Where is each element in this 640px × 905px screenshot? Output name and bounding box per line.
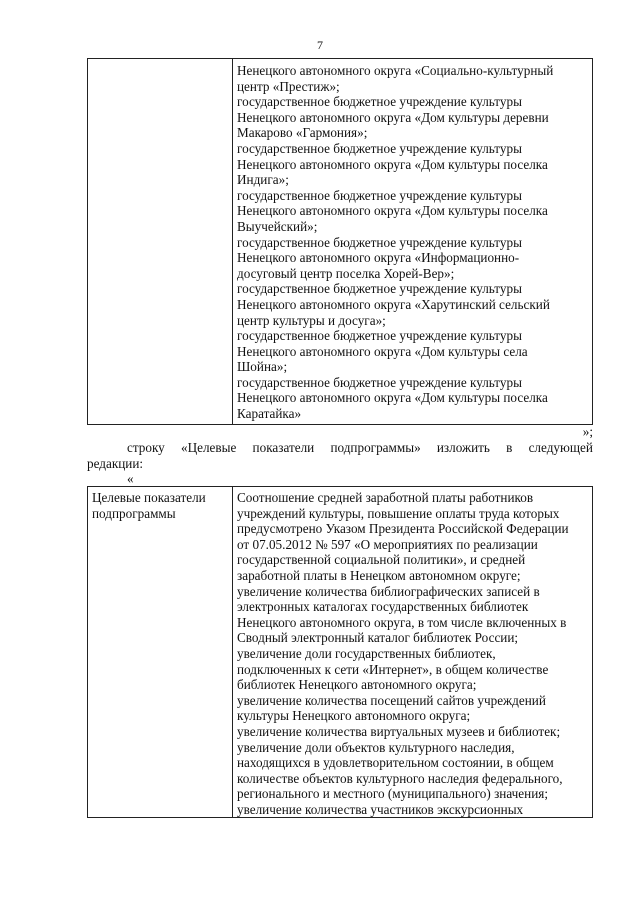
text-line: государственное бюджетное учреждение культуры (237, 140, 522, 156)
text-line: Ненецкого автономного округа «Дом культуры села (237, 343, 528, 359)
paragraph-word: строку (127, 440, 165, 455)
paragraph-word: изложить (436, 440, 490, 455)
text-line: культуры Ненецкого автономного округа; (237, 708, 471, 724)
page-number: 7 (317, 38, 323, 52)
text-line: Ненецкого автономного округа «Дом культуры поселка (237, 390, 548, 406)
table-row (88, 59, 593, 425)
text-line: Ненецкого автономного округа «Дом культуры поселка (237, 156, 548, 172)
table-cell-content (233, 59, 593, 425)
text-line: увеличение доли объектов культурного наследия, (237, 739, 515, 755)
paragraph-line-2: редакции: (87, 455, 144, 471)
text-line: Макарово «Гармония»; (237, 125, 368, 141)
paragraph-line (87, 440, 593, 456)
text-line: Ненецкого автономного округа «Харутинский сельский (237, 296, 550, 312)
paragraph-word: следующей (528, 440, 593, 455)
text-line: Шойна»; (237, 359, 288, 375)
text-line: увеличение количества библиографических записей в (237, 583, 540, 599)
text-line: государственной социальной политики», и средней (237, 552, 526, 568)
text-line: от 07.05.2012 № 597 «О мероприятиях по реализации (237, 536, 538, 552)
institutions-table-continued (87, 58, 593, 425)
table-cell-label-empty (88, 59, 233, 425)
text-line: Индига»; (237, 172, 289, 188)
text-line: количестве объектов культурного наследия федерального, (237, 770, 563, 786)
text-line: подключенных к сети «Интернет», в общем количестве (237, 661, 549, 677)
paragraph-word: показатели (252, 440, 315, 455)
text-line: государственное бюджетное учреждение культуры (237, 281, 522, 297)
paragraph-word: подпрограммы» (330, 440, 421, 455)
label-line: Целевые показатели (92, 490, 206, 505)
text-line: учреждений культуры, повышение оплаты труда которых (237, 505, 560, 521)
text-line: Сводный электронный каталог библиотек России; (237, 630, 519, 646)
text-line: электронных каталогах государственных библиотек (237, 599, 529, 615)
closing-quote: »; (582, 424, 593, 439)
text-line: государственное бюджетное учреждение культуры (237, 94, 522, 110)
text-line: государственное бюджетное учреждение культуры (237, 374, 522, 390)
text-line: центр культуры и досуга»; (237, 312, 386, 328)
text-line: увеличение количества посещений сайтов учреждений (237, 692, 546, 708)
paragraph-word: в (506, 440, 513, 455)
text-line: государственное бюджетное учреждение культуры (237, 328, 522, 344)
text-line: Каратайка» (237, 406, 302, 422)
text-line: досуговый центр поселка Хорей-Вер»; (237, 265, 455, 281)
text-line: регионального и местного (муниципального) значения; (237, 786, 548, 802)
text-line: предусмотрено Указом Президента Российской Федерации (237, 521, 569, 537)
label-line: подпрограммы (92, 505, 176, 521)
text-line: Ненецкого автономного округа «Дом культуры деревни (237, 109, 549, 125)
target-indicators-table (87, 486, 593, 818)
amendment-paragraph (87, 440, 593, 471)
text-line: Ненецкого автономного округа, в том числе включенных в (237, 614, 567, 630)
text-line: Выучейский»; (237, 218, 318, 234)
text-line: центр «Престиж»; (237, 78, 340, 94)
text-line: Соотношение средней заработной платы работников (237, 490, 534, 505)
text-line: Ненецкого автономного округа «Социально-культурный (237, 63, 554, 78)
text-line: заработной платы в Ненецком автономном округе; (237, 567, 521, 583)
text-line: увеличение количества виртуальных музеев и библиотек; (237, 723, 561, 739)
paragraph-word: «Целевые (180, 440, 237, 455)
text-line: государственное бюджетное учреждение культуры (237, 234, 522, 250)
table-cell-label (88, 487, 233, 818)
text-line: находящихся в удовлетворительном состоянии, в общем (237, 755, 554, 771)
text-line: Ненецкого автономного округа «Дом культуры поселка (237, 203, 548, 219)
text-line: библиотек Ненецкого автономного округа; (237, 677, 477, 693)
text-line: государственное бюджетное учреждение культуры (237, 187, 522, 203)
opening-quote: « (127, 471, 134, 486)
table-row (88, 487, 593, 818)
text-line: Ненецкого автономного округа «Информационно- (237, 250, 520, 266)
table-cell-content (233, 487, 593, 818)
text-line: увеличение доли государственных библиотек, (237, 645, 496, 661)
text-line: увеличение количества участников экскурсионных (237, 801, 524, 817)
